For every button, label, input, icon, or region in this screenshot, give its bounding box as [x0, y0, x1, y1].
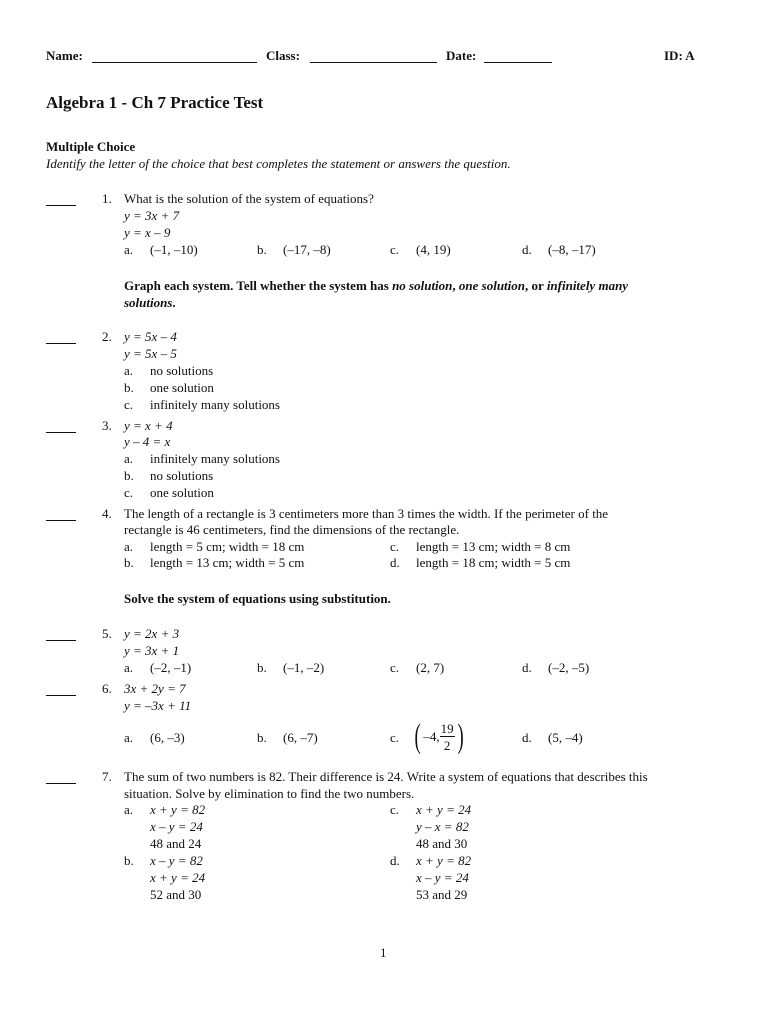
section-title: Multiple Choice	[46, 139, 136, 154]
choice-letter: b.	[124, 555, 134, 570]
choice-text: 53 and 29	[416, 887, 468, 902]
choice-letter: d.	[390, 555, 400, 570]
choice-letter: b.	[124, 380, 134, 395]
choice-text: length = 13 cm; width = 8 cm	[416, 539, 571, 554]
instruction-graph-line1	[124, 277, 628, 294]
choice-text: (6, –3)	[150, 730, 185, 745]
choice-text: x – y = 24	[416, 870, 469, 885]
equation: y = 3x + 7	[124, 208, 180, 223]
equation: 3x + 2y = 7	[124, 681, 186, 696]
choice-text: (2, 7)	[416, 660, 445, 675]
choice-text: x – y = 24	[150, 819, 203, 834]
choice-text: infinitely many solutions	[150, 451, 280, 466]
question-number: 4.	[102, 506, 112, 521]
choice-letter: c.	[390, 802, 400, 817]
equation: y = –3x + 11	[124, 698, 192, 713]
answer-blank-7[interactable]	[46, 783, 76, 784]
choice-text: no solutions	[150, 363, 214, 378]
choice-text: (–2, –5)	[548, 660, 590, 675]
choice-letter: c.	[390, 660, 400, 675]
test-id: ID: A	[664, 48, 695, 63]
choice-letter: d.	[390, 853, 400, 868]
instruction-substitution: Solve the system of equations using substitution.	[124, 591, 391, 606]
question-stem: The length of a rectangle is 3 centimeters more than 3 times the width. If the perimeter of the	[124, 506, 609, 521]
choice-text: one solution	[150, 380, 214, 395]
choice-text: (–17, –8)	[283, 242, 331, 257]
choice-text: x + y = 24	[416, 802, 472, 817]
choice-letter: d.	[522, 730, 532, 745]
choice-letter: a.	[124, 242, 134, 257]
question-stem: rectangle is 46 centimeters, find the dimensions of the rectangle.	[124, 522, 460, 537]
choice-text: 48 and 24	[150, 836, 202, 851]
choice-letter: c.	[124, 397, 134, 412]
question-number: 1.	[102, 191, 112, 206]
choice-text: (–1, –10)	[150, 242, 198, 257]
section-instructions: Identify the letter of the choice that best completes the statement or answers the question.	[46, 156, 511, 171]
question-number: 3.	[102, 418, 112, 433]
instruction-term: one solution	[458, 278, 526, 293]
choice-text: no solutions	[150, 468, 214, 483]
choice-letter: a.	[124, 730, 134, 745]
fraction-numerator: 19	[440, 721, 454, 736]
choice-letter: a.	[124, 660, 134, 675]
choice-letter: b.	[257, 660, 267, 675]
instruction-text: ,	[452, 278, 459, 293]
instruction-text: , or	[525, 278, 547, 293]
choice-letter: a.	[124, 451, 134, 466]
choice-text: length = 18 cm; width = 5 cm	[416, 555, 571, 570]
choice-text: (–8, –17)	[548, 242, 596, 257]
close-paren: )	[457, 718, 464, 755]
fraction-point	[412, 712, 466, 762]
question-number: 7.	[102, 769, 112, 784]
equation: y = 5x – 4	[124, 329, 177, 344]
class-blank[interactable]	[310, 62, 437, 63]
equation: y – 4 = x	[124, 434, 171, 449]
answer-blank-3[interactable]	[46, 432, 76, 433]
choice-letter: b.	[257, 730, 267, 745]
date-label: Date:	[446, 48, 477, 63]
question-number: 6.	[102, 681, 112, 696]
choice-letter: c.	[390, 539, 400, 554]
choice-text: (–2, –1)	[150, 660, 192, 675]
choice-text: x + y = 82	[150, 802, 206, 817]
instruction-text: Graph each system. Tell whether the system has	[124, 278, 393, 293]
answer-blank-2[interactable]	[46, 343, 76, 344]
choice-text: (6, –7)	[283, 730, 318, 745]
instruction-term: solutions	[124, 295, 173, 310]
equation: y = 2x + 3	[124, 626, 180, 641]
choice-text: (5, –4)	[548, 730, 583, 745]
choice-text: y – x = 82	[416, 819, 469, 834]
question-stem: The sum of two numbers is 82. Their difference is 24. Write a system of equations that describes this	[124, 769, 648, 784]
equation: y = 5x – 5	[124, 346, 177, 361]
choice-letter: b.	[124, 468, 134, 483]
choice-letter: c.	[390, 730, 400, 745]
point-whole: –4,	[423, 729, 440, 744]
choice-text: infinitely many solutions	[150, 397, 280, 412]
class-label: Class:	[266, 48, 300, 63]
choice-text: x + y = 82	[416, 853, 472, 868]
equation: y = x – 9	[124, 225, 171, 240]
choice-letter: c.	[390, 242, 400, 257]
choice-letter: a.	[124, 539, 134, 554]
answer-blank-5[interactable]	[46, 640, 76, 641]
question-number: 2.	[102, 329, 112, 344]
question-stem: What is the solution of the system of equations?	[124, 191, 374, 206]
choice-letter: c.	[124, 485, 134, 500]
choice-text: x – y = 82	[150, 853, 203, 868]
answer-blank-4[interactable]	[46, 520, 76, 521]
choice-letter: d.	[522, 660, 532, 675]
fraction-denominator: 2	[443, 738, 451, 753]
equation: y = x + 4	[124, 418, 173, 433]
choice-letter: a.	[124, 363, 134, 378]
choice-text: 48 and 30	[416, 836, 468, 851]
choice-text: 52 and 30	[150, 887, 202, 902]
choice-letter: b.	[257, 242, 267, 257]
choice-text: length = 5 cm; width = 18 cm	[150, 539, 305, 554]
choice-text: x + y = 24	[150, 870, 206, 885]
instruction-term: infinitely many	[546, 278, 629, 293]
choice-text: (4, 19)	[416, 242, 451, 257]
instruction-term: no solution	[392, 278, 453, 293]
name-blank[interactable]	[92, 62, 257, 63]
question-number: 5.	[102, 626, 112, 641]
date-blank[interactable]	[484, 62, 552, 63]
page-number: 1	[380, 945, 387, 960]
choice-letter: d.	[522, 242, 532, 257]
question-stem: situation. Solve by elimination to find the two numbers.	[124, 786, 415, 801]
open-paren: (	[414, 718, 421, 755]
choice-letter: b.	[124, 853, 134, 868]
choice-letter: a.	[124, 802, 134, 817]
instruction-graph-line2	[124, 294, 176, 311]
choice-text: length = 13 cm; width = 5 cm	[150, 555, 305, 570]
fraction	[440, 722, 455, 752]
answer-blank-1[interactable]	[46, 205, 76, 206]
answer-blank-6[interactable]	[46, 695, 76, 696]
equation: y = 3x + 1	[124, 643, 180, 658]
page-title: Algebra 1 - Ch 7 Practice Test	[46, 93, 264, 112]
choice-text: (–1, –2)	[283, 660, 325, 675]
instruction-text: .	[172, 295, 176, 310]
choice-text: one solution	[150, 485, 214, 500]
name-label: Name:	[46, 48, 83, 63]
